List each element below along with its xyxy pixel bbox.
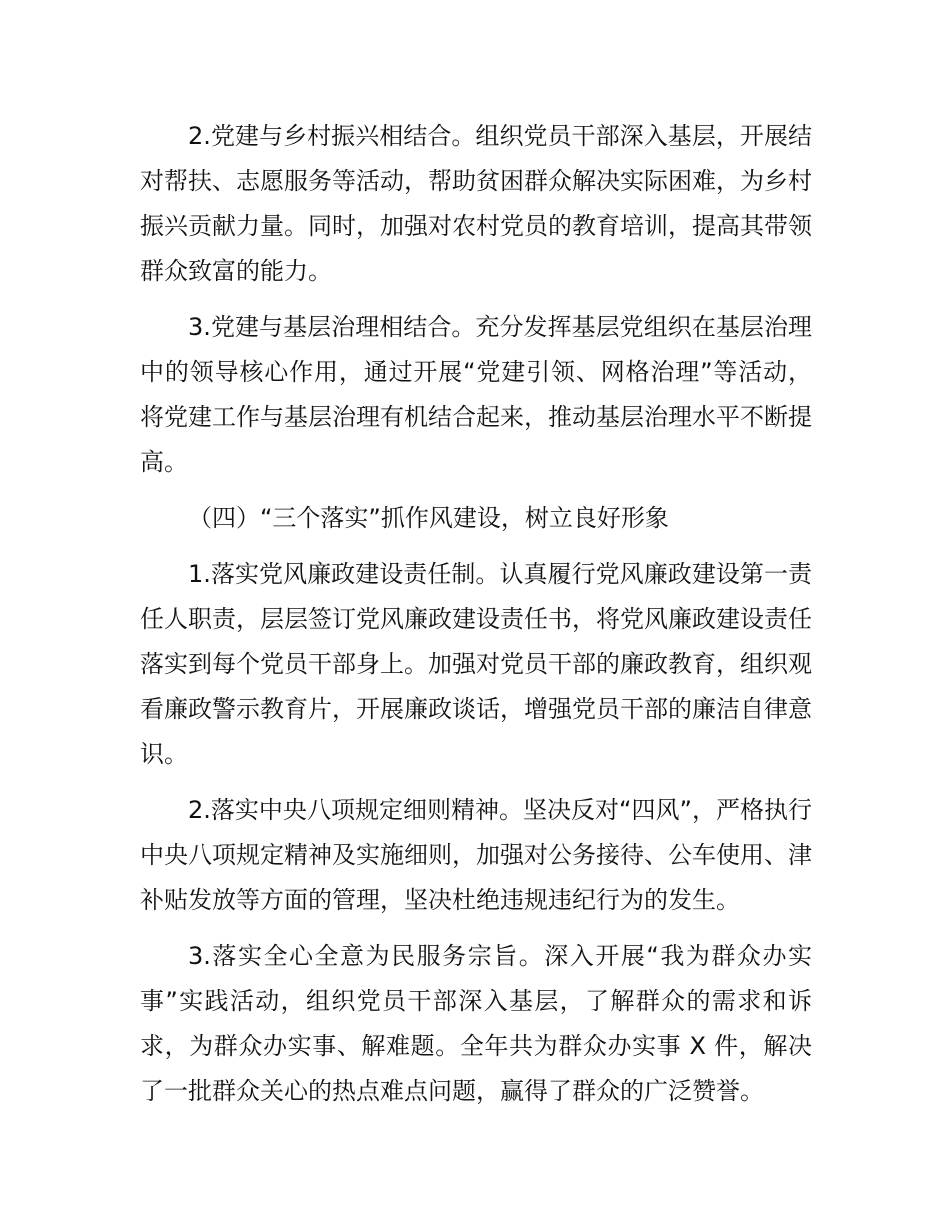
paragraph-serve-people: 3.落实全心全意为民服务宗旨。深入开展“我为群众办实事”实践活动，组织党员干部深入基层，了解群众的需求和诉求，为群众办实事、解难题。全年共为群众办实事 X 件，解决了一批群众关心的热点难点问题，赢得了群众的广泛赞誉。 bbox=[140, 942, 812, 1105]
paragraph-eight-regulations: 2.落实中央八项规定细则精神。坚决反对“四风”，严格执行中央八项规定精神及实施细则，加强对公务接待、公车使用、津补贴发放等方面的管理，坚决杜绝违规违纪行为的发生。 bbox=[140, 796, 812, 914]
paragraph-clean-government: 1.落实党风廉政建设责任制。认真履行党风廉政建设第一责任人职责，层层签订党风廉政建设责任书，将党风廉政建设责任落实到每个党员干部身上。加强对党员干部的廉政教育，组织观看廉政警示教育片，开展廉政谈话，增强党员干部的廉洁自律意识。 bbox=[140, 560, 812, 768]
document-body bbox=[140, 114, 812, 1125]
paragraph-grassroots-governance: 3.党建与基层治理相结合。充分发挥基层党组织在基层治理中的领导核心作用，通过开展“党建引领、网格治理”等活动，将党建工作与基层治理有机结合起来，推动基层治理水平不断提高。 bbox=[140, 313, 812, 476]
section-heading-three-implementations: （四）“三个落实”抓作风建设，树立良好形象 bbox=[188, 504, 669, 532]
paragraph-rural-revitalization: 2.党建与乡村振兴相结合。组织党员干部深入基层，开展结对帮扶、志愿服务等活动，帮助贫困群众解决实际困难，为乡村振兴贡献力量。同时，加强对农村党员的教育培训，提高其带领群众致富的能力。 bbox=[140, 122, 812, 285]
